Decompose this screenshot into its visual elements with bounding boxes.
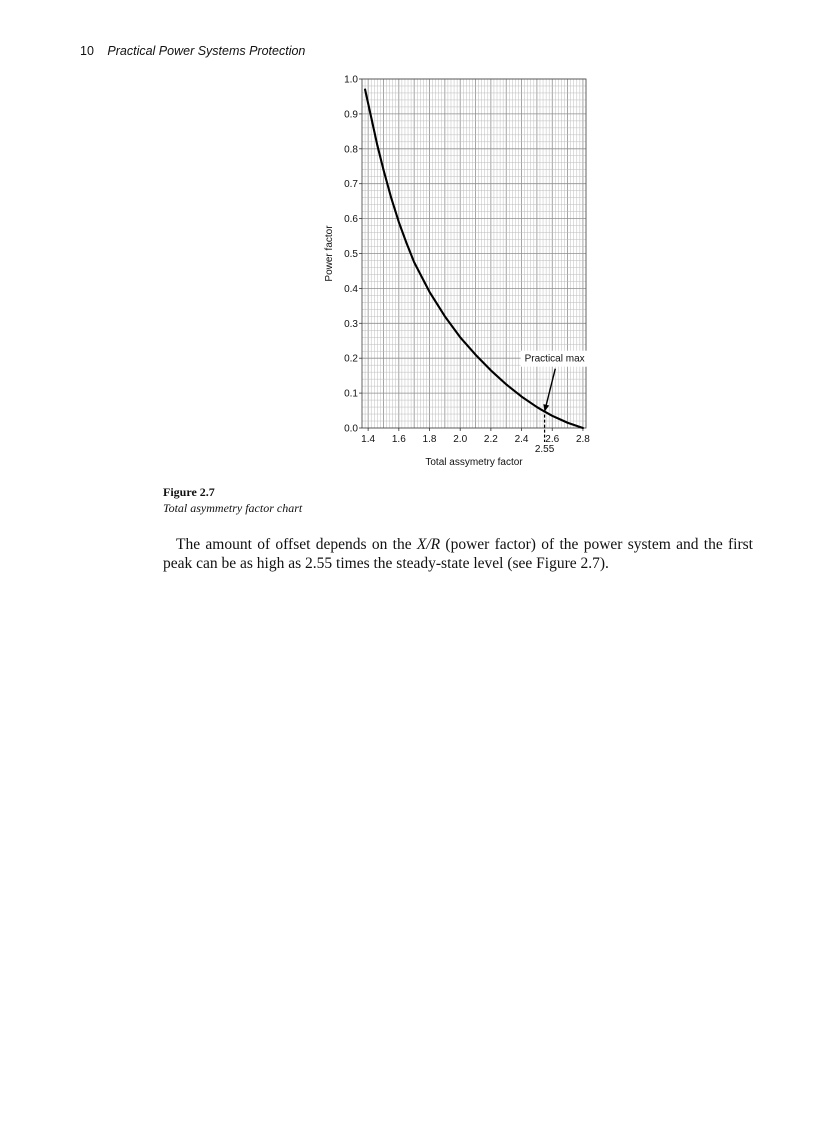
y-tick-label: 0.8: [344, 144, 358, 156]
y-tick-label: 0.2: [344, 353, 358, 365]
y-tick-label: 0.5: [344, 249, 358, 260]
y-tick-label: 1.0: [344, 74, 358, 86]
figure-title: Total asymmetry factor chart: [163, 501, 303, 515]
annotation-practical-max: Practical max: [524, 353, 585, 365]
y-tick-label: 0.0: [344, 423, 358, 435]
figure-label: Figure 2.7: [163, 485, 215, 499]
y-axis-label: Power factor: [324, 225, 335, 282]
y-tick-label: 0.4: [344, 283, 358, 295]
asymmetry-curve: [365, 89, 583, 428]
paragraph-text-start: The amount of offset depends on the: [176, 536, 417, 553]
paragraph-text-end: (power factor) of the power system and the first peak can be as high as 2.55 times the steady-state level (see Figure 2.7).: [163, 536, 753, 572]
figure-caption: [163, 484, 302, 516]
x-tick-label: 2.2: [483, 434, 498, 445]
y-tick-label: 0.6: [344, 214, 358, 226]
book-title: Practical Power Systems Protection: [107, 44, 306, 58]
chart-ticks: [344, 75, 590, 446]
y-tick-label: 0.3: [344, 318, 358, 330]
x-tick-label: 2.4: [514, 434, 529, 445]
x-tick-label: 2.8: [575, 434, 590, 445]
y-tick-label: 0.7: [344, 179, 358, 191]
x-tick-label: 1.6: [391, 434, 406, 445]
x-tick-label: 2.0: [453, 434, 468, 445]
x-axis-label: Total assymetry factor: [425, 457, 523, 468]
running-head: [80, 44, 305, 58]
paragraph-emphasis: X/R: [416, 536, 441, 553]
chart-grid: [362, 79, 586, 428]
y-tick-label: 0.9: [344, 109, 358, 121]
x-tick-label: 2.6: [545, 434, 560, 445]
y-tick-label: 0.1: [344, 388, 358, 400]
x-tick-label: 1.4: [361, 434, 376, 445]
body-paragraph: [163, 535, 753, 573]
asymmetry-factor-chart: [300, 60, 600, 475]
page-number: 10: [80, 44, 94, 58]
marker-2-55-label: 2.55: [534, 444, 555, 455]
x-tick-label: 1.8: [422, 434, 437, 445]
